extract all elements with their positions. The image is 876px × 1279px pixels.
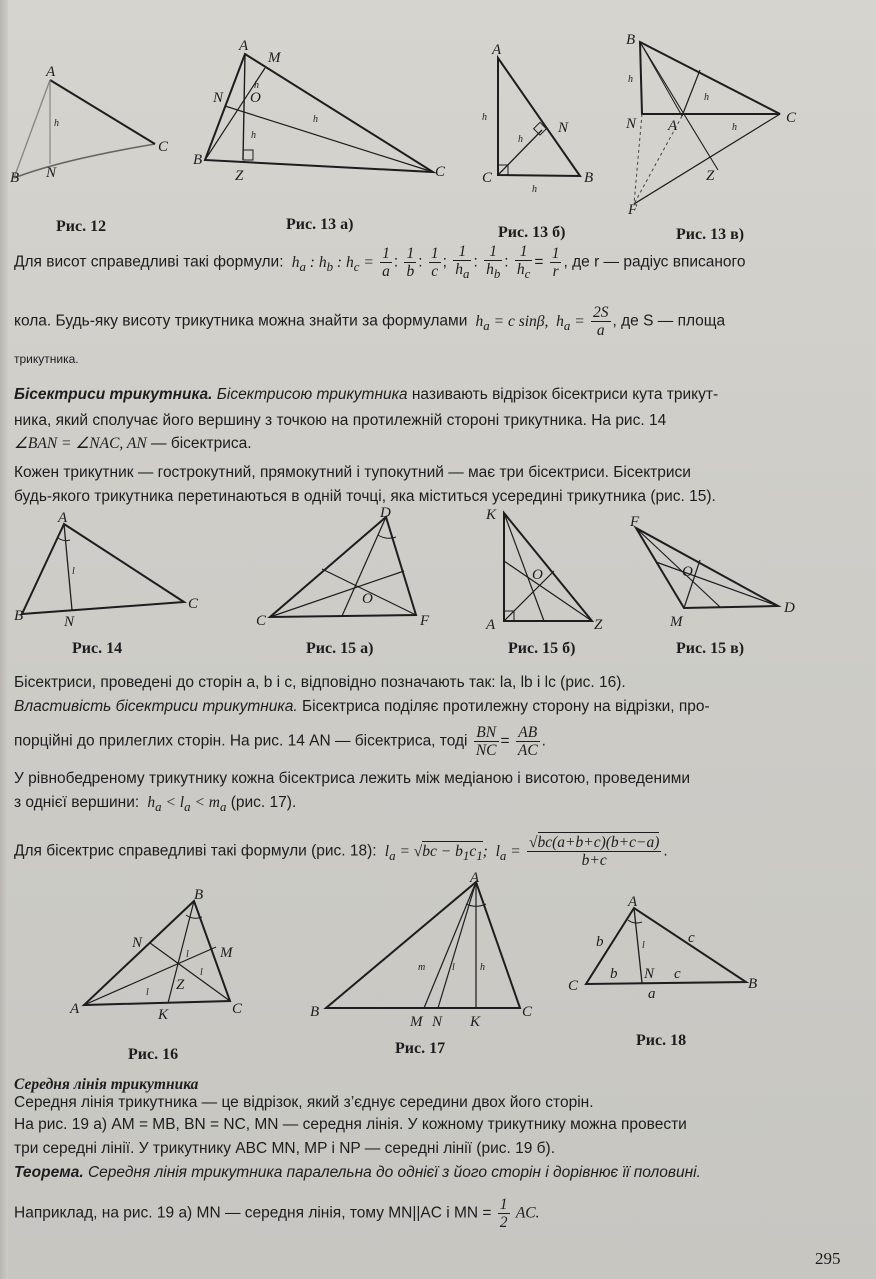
svg-text:N: N <box>644 966 655 982</box>
svg-text:F: F <box>628 202 638 218</box>
figure-18-caption: Рис. 18 <box>636 1032 687 1049</box>
bisector-term: Бісектрисою трикутника <box>216 386 408 403</box>
frac-1a: $\frac{1}{a}$ <box>382 245 390 281</box>
svg-text:c: c <box>688 930 695 946</box>
svg-text:B: B <box>626 32 636 48</box>
svg-text:C: C <box>482 170 493 186</box>
svg-text:l: l <box>200 967 203 978</box>
svg-text:A: A <box>46 64 56 80</box>
text-line-6: ∠BAN = ∠NAC, AN — бісектриса. <box>14 435 252 452</box>
svg-text:M: M <box>268 50 281 66</box>
figure-13a-caption: Рис. 13 а) <box>286 216 354 233</box>
svg-text:O: O <box>682 564 693 580</box>
bisector-definition-line <box>14 386 718 404</box>
svg-text:l: l <box>186 949 189 960</box>
svg-text:C: C <box>256 613 267 629</box>
svg-text:Z: Z <box>594 617 603 633</box>
svg-text:h: h <box>482 112 487 123</box>
svg-text:N: N <box>46 165 57 181</box>
svg-text:C: C <box>522 1004 533 1020</box>
svg-text:K: K <box>486 507 497 523</box>
svg-text:h: h <box>480 962 485 973</box>
svg-text:O: O <box>250 90 261 106</box>
svg-text:B: B <box>14 608 24 624</box>
text-line-9: Бісектриси, проведені до сторін a, b і c, відповідно позначають так: la, lb і lc (рис. 16). <box>14 674 626 691</box>
bisector-definition: називають відрізок бісектриси кута трикут- <box>411 386 719 403</box>
svg-text:h: h <box>704 92 709 103</box>
svg-text:h: h <box>251 130 256 141</box>
svg-text:F: F <box>420 613 430 629</box>
text-line-3: трикутника. <box>14 352 79 366</box>
svg-text:N: N <box>132 935 143 951</box>
height-formulas-tail: де S — площа <box>621 312 726 330</box>
frac-1r: $\frac{1}{r}$ <box>551 245 560 281</box>
svg-text:a: a <box>648 986 656 1002</box>
svg-text:N: N <box>558 120 569 136</box>
svg-text:Z: Z <box>706 168 715 184</box>
page-edge-shadow <box>0 0 8 1279</box>
frac-1c: $\frac{1}{c}$ <box>430 245 439 281</box>
text-line-14: Для бісектрис справедливі такі формули (рис. 18): $l_a = √bc - b_1c_1$; $l_a$ = $\frac{√bc(a+b+c)(b+c-a)}{b+c}$ . <box>14 834 668 869</box>
svg-text:M: M <box>410 1014 423 1030</box>
text-line-10: Властивість бісектриси трикутника. Бісектриса поділяє протилежну сторону на відрізки, про- <box>14 698 710 715</box>
svg-text:Z: Z <box>176 977 185 993</box>
frac-AB-AC: $\frac{AB}{AC}$ <box>517 724 538 759</box>
svg-text:h: h <box>313 114 318 125</box>
svg-text:O: O <box>532 567 543 583</box>
figure-12-caption: Рис. 12 <box>56 218 107 235</box>
figure-13c-caption: Рис. 13 в) <box>676 226 745 243</box>
figure-13c <box>620 30 810 220</box>
theorem-line <box>14 1164 701 1182</box>
frac-2S-a: $\frac{2S}{a}$ <box>593 304 609 339</box>
svg-text:h: h <box>732 122 737 133</box>
svg-text:C: C <box>232 1001 243 1017</box>
bisector-property-heading: Властивість бісектриси трикутника. <box>14 698 298 715</box>
heights-ratio: $h_a$ : $h_b$ : $h_c$ = <box>287 253 374 274</box>
svg-text:B: B <box>310 1004 320 1020</box>
figure-17 <box>306 868 546 1033</box>
figure-16-caption: Рис. 16 <box>128 1046 179 1063</box>
text-line-12: У рівнобедреному трикутнику кожна бісектриса лежить між медіаною і висотою, проведеними <box>14 770 691 787</box>
height-formulas-intro: кола. Будь-яку висоту трикутника можна знайти за формулами <box>14 312 468 330</box>
svg-text:D: D <box>784 600 795 616</box>
svg-text:h: h <box>518 134 523 145</box>
text-line-8: будь-якого трикутника перетинаються в одній точці, яка міститься усередині трикутника (рис. 15). <box>14 488 716 505</box>
figure-16 <box>70 885 260 1025</box>
svg-text:K: K <box>470 1014 481 1030</box>
svg-text:B: B <box>194 887 204 903</box>
figure-15a-caption: Рис. 15 а) <box>306 640 374 657</box>
svg-text:l: l <box>72 566 75 577</box>
svg-text:Z: Z <box>235 168 244 184</box>
svg-text:h: h <box>254 80 259 91</box>
svg-text:b: b <box>610 966 618 982</box>
svg-text:K: K <box>158 1007 169 1023</box>
svg-text:N: N <box>432 1014 443 1030</box>
frac-1ha: $\frac{1}{h_a}$ <box>455 243 470 282</box>
heights-formula-line: Для висот справедливі такі формули: $h_a$ : $h_b$ : $h_c$ = $\frac{1}{a}$ : $\frac{1}{b}$ : $\frac{1}{c}$ ; $\frac{1}{h_a}$ : $\frac{1}{h_b}$ : $\frac{1}{h_c}$ = $\frac{1}{r}$ , де r — радіус вписаного <box>14 243 746 282</box>
svg-text:M: M <box>220 945 233 961</box>
figure-15c-caption: Рис. 15 в) <box>676 640 745 657</box>
theorem-text: Середня лінія трикутника паралельна до однієї з його сторін і дорівнює її половині. <box>87 1164 701 1181</box>
bisector-heading: Бісектриси трикутника. <box>14 386 213 403</box>
figure-14-caption: Рис. 14 <box>72 640 123 657</box>
svg-text:F: F <box>630 514 640 530</box>
svg-text:A: A <box>668 118 678 134</box>
svg-text:D: D <box>380 505 391 521</box>
heights-formula-intro: Для висот справедливі такі формули: <box>14 253 284 271</box>
text-line-11: порційні до прилеглих сторін. На рис. 14 AN — бісектриса, тоді $\frac{BN}{NC}$ = $\frac{AB}{AC}$ . <box>14 724 546 759</box>
text-line-17: три середні лінії. У трикутнику ABC MN, MP і NP — середні лінії (рис. 19 б). <box>14 1140 555 1157</box>
svg-text:N: N <box>626 116 637 132</box>
svg-text:C: C <box>188 596 199 612</box>
svg-text:C: C <box>435 164 446 180</box>
heights-formula-tail: де r — радіус вписаного <box>572 253 746 271</box>
frac-one-half: $\frac{1}{2}$ <box>499 1196 508 1231</box>
figure-14 <box>14 508 214 628</box>
text-line-13: з однієї вершини: $h_a < l_a < m_a$ (рис. 17). <box>14 794 297 815</box>
svg-text:C: C <box>158 139 169 155</box>
svg-text:l: l <box>642 940 645 951</box>
height-formulas-line: кола. Будь-яку висоту трикутника можна знайти за формулами $h_a = c$ sinβ, $h_a$ = $\frac{2S}{a}$ , де S — площа <box>14 304 726 339</box>
figure-15a <box>256 505 436 630</box>
svg-text:m: m <box>418 962 426 973</box>
svg-text:O: O <box>362 591 373 607</box>
frac-BN-NC: $\frac{BN}{NC}$ <box>475 724 497 759</box>
text-line-19: Наприклад, на рис. 19 а) MN — середня лінія, тому MN||AC і MN = $\frac{1}{2}$ AC. <box>14 1196 540 1231</box>
svg-text:C: C <box>568 978 579 994</box>
figure-13b-caption: Рис. 13 б) <box>498 224 566 241</box>
svg-text:h: h <box>54 118 59 129</box>
theorem-label: Теорема. <box>14 1164 84 1181</box>
svg-text:h: h <box>532 184 537 195</box>
svg-text:l: l <box>452 962 455 973</box>
frac-1hc: $\frac{1}{h_c}$ <box>516 243 531 282</box>
svg-text:h: h <box>628 74 633 85</box>
figure-12 <box>10 60 185 190</box>
svg-text:A: A <box>492 42 502 58</box>
frac-la-formula: $\frac{√bc(a+b+c)(b+c-a)}{b+c}$ <box>529 834 660 869</box>
text-line-7: Кожен трикутник — гострокутний, прямокутний і тупокутний — має три бісектриси. Бісектриси <box>14 464 691 481</box>
svg-text:N: N <box>213 90 224 106</box>
figure-13a <box>193 34 453 194</box>
figure-13b <box>476 40 606 200</box>
svg-text:l: l <box>146 987 149 998</box>
svg-text:A: A <box>70 1001 80 1017</box>
midline-heading: Середня лінія трикутника <box>14 1076 199 1093</box>
figure-15b <box>484 505 614 633</box>
svg-text:M: M <box>670 614 683 630</box>
svg-text:A: A <box>470 870 480 886</box>
figure-17-caption: Рис. 17 <box>395 1040 446 1057</box>
svg-text:B: B <box>193 152 203 168</box>
page-number: 295 <box>815 1249 841 1268</box>
svg-text:B: B <box>748 976 758 992</box>
figure-15b-caption: Рис. 15 б) <box>508 640 576 657</box>
frac-1hb: $\frac{1}{h_b}$ <box>486 243 501 282</box>
svg-text:c: c <box>674 966 681 982</box>
svg-text:B: B <box>10 170 20 186</box>
svg-text:A: A <box>486 617 496 633</box>
text-line-16: На рис. 19 а) AM = MB, BN = NC, MN — середня лінія. У кожному трикутнику можна провести <box>14 1116 687 1133</box>
frac-1b: $\frac{1}{b}$ <box>406 245 415 281</box>
figure-18 <box>566 890 776 1000</box>
svg-text:A: A <box>628 894 638 910</box>
svg-text:B: B <box>584 170 594 186</box>
figure-15c <box>626 510 806 635</box>
svg-text:N: N <box>64 614 75 630</box>
svg-text:A: A <box>58 510 68 526</box>
svg-text:C: C <box>786 110 797 126</box>
svg-text:A: A <box>239 38 249 54</box>
text-line-5: ника, який сполучає його вершину з точкою на протилежній стороні трикутника. На рис. 14 <box>14 412 667 429</box>
svg-text:b: b <box>596 934 604 950</box>
text-line-15: Середня лінія трикутника — це відрізок, який з’єднує середини двох його сторін. <box>14 1094 594 1111</box>
